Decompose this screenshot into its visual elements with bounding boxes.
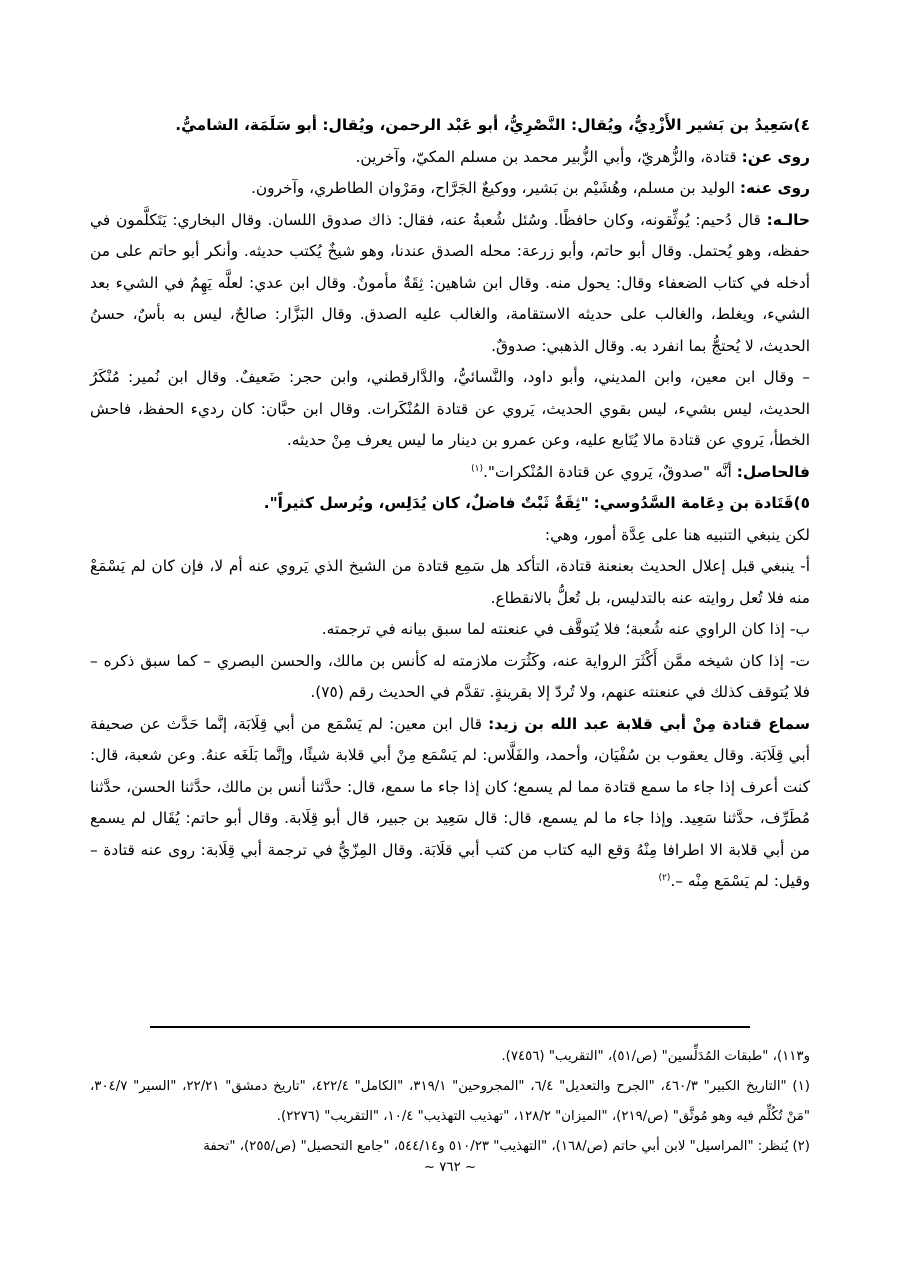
sama-label: سماع قتادة مِنْ أبي قلابة عبد الله بن زيد: <box>488 714 810 733</box>
qatada-name: ٥)قَتَادة بن دِعَامة السَّدُوسي: <box>593 494 810 512</box>
rawa-anhu-text: الوليد بن مسلم، وهُشَيْم بن بَشير، ووكيعٌ الجَرَّاح، ومَرْوان الطاطري، وآخرون. <box>250 179 735 197</box>
entry-4-heading <box>90 110 810 142</box>
jarh-paragraph <box>90 362 810 457</box>
rawa-an-line <box>90 142 810 174</box>
footnote-ref-1[interactable]: (١) <box>471 463 483 474</box>
entry-5-heading <box>90 488 810 520</box>
rawa-an-text: قتادة، والزُّهريّ، وأبي الزُّبير محمد بن مسلم المكيّ، وآخرين. <box>355 147 737 166</box>
page-number: ~ ٧٦٢ ~ <box>423 1160 477 1175</box>
haluhu-label: حالـه: <box>766 210 810 229</box>
footnote-continuation: و١١٣)، "طبقات المُدَلِّسين" (ص/٥١)، "التقريب" (٧٤٥٦). <box>501 1049 810 1064</box>
footnote-ref-2[interactable]: (٢) <box>658 872 671 883</box>
footnotes <box>90 1042 810 1162</box>
footnote-1: (١) "التاريخ الكبير" ٤٦٠/٣، "الجرح والتعديل" ٦/٤، "المجروحين" ٣١٩/١، "الكامل" ٤٢٢/٤، "تاريخ دمشق" ٢٢/٢١، "السير" ٣٠٤/٧، "مَنْ تُكُلِّم فيه وهو مُوثَّق" (ص/٢١٩)، "الميزان" ١٢٨/٢، "تهذيب التهذيب" ١٠/٤، "التقريب" (٢٢٧٦). <box>90 1079 810 1124</box>
qatada-desc: "ثِقَةٌ ثَبْتٌ فاضلٌ، كان يُدَلِس، ويُرسل كثيراً". <box>263 494 589 512</box>
rawa-an-label: روى عن: <box>741 147 810 166</box>
haluhu-paragraph <box>90 205 810 363</box>
note-t: ت- إذا كان شيخه ممَّن أَكْثَرَ الرواية عنه، وكَثُرَت ملازمته له كأنس بن مالك، والحسن البصري – كما سبق ذكره – فلا يُتوقف كذلك في عنعنته عنهم، ولا تُردّ إلا بقرينةٍ. تقدَّم في الحديث رقم (٧٥). <box>90 651 810 701</box>
notes-intro: لكن ينبغي التنبيه هنا على عِدَّة أمور، وهي: <box>544 525 810 544</box>
note-b: ب- إذا كان الراوي عنه شُعبة؛ فلا يُتوقَّف في عنعنته لما سبق بيانه في ترجمته. <box>321 620 810 638</box>
hasil-label: فالحاصل: <box>736 462 810 481</box>
rawa-anhu-line <box>90 173 810 205</box>
note-a: أ- ينبغي قبل إعلال الحديث بعنعنة قتادة، التأكد هل سَمِع قتادة من الشيخ الذي يَروي عنه أم لا، فإن كان لم يَسْمَعْ منه فلا تُعل روايته عنه بالتدليس، بل تُعلُّ بالانقطاع. <box>90 557 810 607</box>
footnote-divider <box>150 1026 750 1028</box>
footnote-2: (٢) يُنظر: "المراسيل" لابن أبي حاتم (ص/١٦٨)، "التهذيب" ٥١٠/٢٣ و٥٤٤/١٤، "جامع التحصيل" (ص/٢٥٥)، "تحفة <box>203 1139 810 1154</box>
narrator-name: ٤)سَعِيدُ بن بَشير الأَزْدِيُّ، ويُقال: النَّصْرِيُّ، أبو عَبْد الرحمن، ويُقال: أبو سَلَمَة، الشاميُّ. <box>175 116 810 134</box>
sama-text: قال ابن معين: لم يَسْمَع من أبي قِلَابَة، إنَّما حَدَّث عن صحيفة أبي قِلَابَة. وقال يعقوب بن سُفْيَان، وأحمد، والفَلَّاس: لم يَسْمَع مِنْ أبي قلابة شيئًا، وإنَّما بَلَغَه عنهُ. وعن شعبة، قال: كنت أعرف إذا جاء ما سمع قتادة مما لم يسمع؛ كان إذا جاء ما سمع، قال: حدَّثنا أنس بن مالك، حدَّثنا الحسن، حدَّثنا مُطَرِّف، حدَّثنا سَعِيد. وإذا جاء ما لم يسمع، قال: قال سَعِيد بن جبير، قال أبو قِلَابة. وقال أبو حاتم: يُقَال لم يسمع من أبي قلابة الا اطرافا مِنْهُ وَقع اليه كتاب من كتب أبي قلَابَة. وقال المِزّيُّ في ترجمة أبي قِلَابة: روى عنه قتادة – وقيل: لم يَسْمَع مِنْه –. <box>90 714 810 890</box>
rawa-anhu-label: روى عنه: <box>739 179 810 197</box>
hasil-line <box>90 457 810 489</box>
jarh-text: – وقال ابن معين، وابن المديني، وأبو داود، والنَّسائيُّ، والدَّارقطني، وابن حجر: ضَعيفٌ. وقال ابن نُمير: مُنْكَرُ الحديث، ليس بشيء، ليس بقوي الحديث، يَروي عن قتادة المُنْكَرات. وقال ابن حبَّان: كان رديء الحفظ، فاحش الخطأ، يَروي عن قتادة مالا يُتَابع عليه، وعن عمرو بن دينار ما ليس يعرف مِنْ حديثه. <box>90 368 810 449</box>
sama-paragraph <box>90 709 810 898</box>
haluhu-text: قال دُحيم: يُوثِّقونه، وكان حافظًا. وسُئل شُعبةُ عنه، فقال: ذاك صدوق اللسان. وقال البخاري: يَتَكلَّمون في حفظه، وهو يُحتمل. وقال أبو حاتم، وأبو زرعة: محله الصدق عندنا، وهو شيخٌ يُكتب حديثه. وأنكر أبو حاتم على من أدخله في كتاب الضعفاء وقال: يحول منه. وقال ابن شاهين: ثِقَةٌ مأمونٌ. وقال ابن عدي: لعلَّه يَهِمُ في الشيء بعد الشيء، ويغلط، والغالب على حديثه الاستقامة، والغالب عليه الصدق. وقال البَزَّار: صالحٌ، ليس به بأسٌ، حسنُ الحديث، لا يُحتجُّ بما انفرد به. وقال الذهبي: صدوقٌ. <box>90 210 810 355</box>
hasil-text: أنَّه "صدوقٌ، يَروي عن قتادة المُنْكرات". <box>482 462 732 481</box>
main-text <box>90 110 810 898</box>
